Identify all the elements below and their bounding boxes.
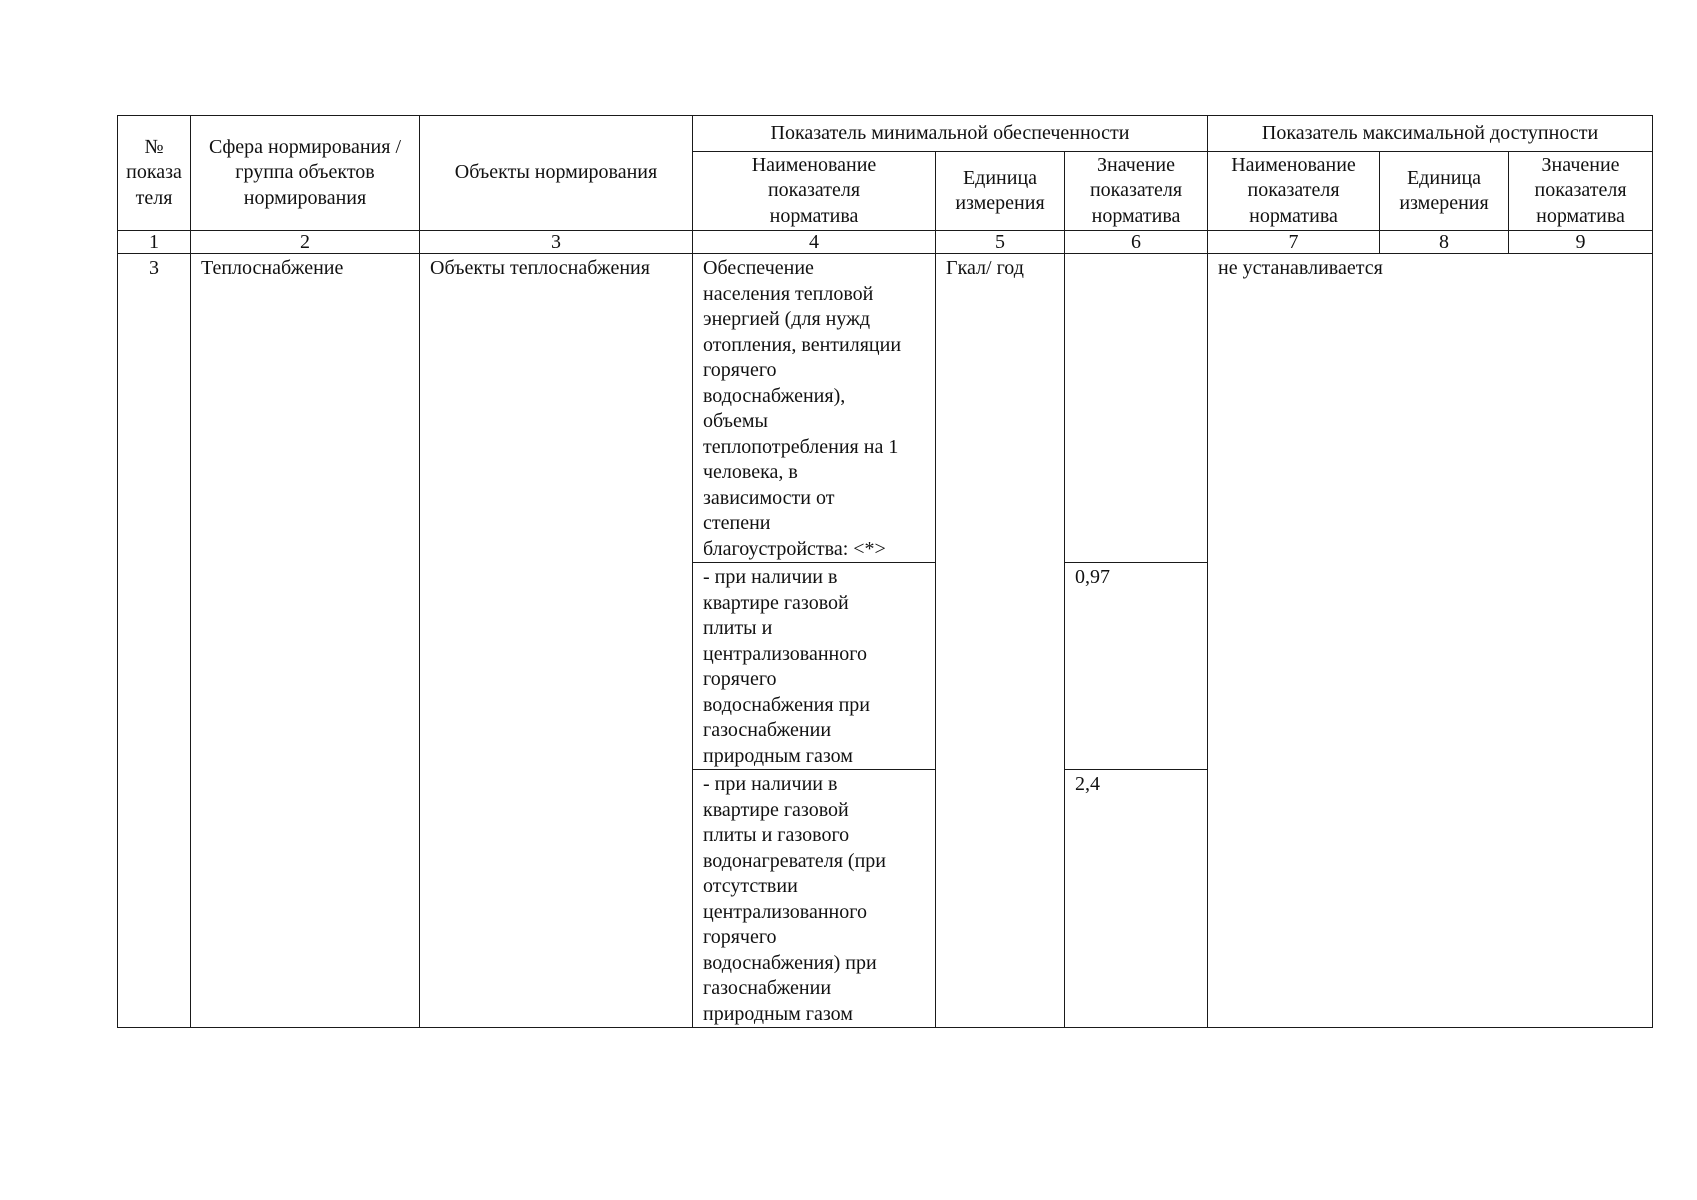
header-indicator-number: № показа теля — [118, 116, 191, 231]
norms-table — [117, 115, 1653, 1028]
column-number: 3 — [420, 231, 693, 254]
header-max-indicator-name: Наименование показателя норматива — [1208, 152, 1380, 231]
subrow-indicator-name: - при наличии в квартире газовой плиты и централизованного горячего водоснабжения при газоснабжении природным газом — [693, 563, 936, 770]
table-row — [118, 254, 1653, 563]
column-number: 9 — [1509, 231, 1653, 254]
row-max-accessibility: не устанавливается — [1208, 254, 1653, 1028]
subrow-indicator-name: - при наличии в квартире газовой плиты и газового водонагревателя (при отсутствии централизованного горячего водоснабжения) при газоснабжении природным газом — [693, 770, 936, 1028]
column-number: 4 — [693, 231, 936, 254]
header-sphere: Сфера нормирования / группа объектов нормирования — [191, 116, 420, 231]
column-number: 8 — [1380, 231, 1509, 254]
row-objects: Объекты теплоснабжения — [420, 254, 693, 1028]
row-number: 3 — [118, 254, 191, 1028]
header-max-unit: Единица измерения — [1380, 152, 1509, 231]
column-number-row — [118, 231, 1653, 254]
header-min-provision: Показатель минимальной обеспеченности — [693, 116, 1208, 152]
header-max-value: Значение показателя норматива — [1509, 152, 1653, 231]
subrow-value: 0,97 — [1065, 563, 1208, 770]
column-number: 7 — [1208, 231, 1380, 254]
column-number: 6 — [1065, 231, 1208, 254]
header-min-unit: Единица измерения — [936, 152, 1065, 231]
header-min-value: Значение показателя норматива — [1065, 152, 1208, 231]
header-row-1 — [118, 116, 1653, 152]
header-objects: Объекты нормирования — [420, 116, 693, 231]
column-number: 1 — [118, 231, 191, 254]
column-number: 2 — [191, 231, 420, 254]
column-number: 5 — [936, 231, 1065, 254]
subrow-indicator-name: Обеспечение населения тепловой энергией (для нужд отопления, вентиляции горячего водоснабжения), объемы теплопотребления на 1 человека, в зависимости от степени благоустройства: <*> — [693, 254, 936, 563]
subrow-value: 2,4 — [1065, 770, 1208, 1028]
subrow-value — [1065, 254, 1208, 563]
row-sphere: Теплоснабжение — [191, 254, 420, 1028]
header-max-accessibility: Показатель максимальной доступности — [1208, 116, 1653, 152]
header-min-indicator-name: Наименование показателя норматива — [693, 152, 936, 231]
row-unit: Гкал/ год — [936, 254, 1065, 1028]
